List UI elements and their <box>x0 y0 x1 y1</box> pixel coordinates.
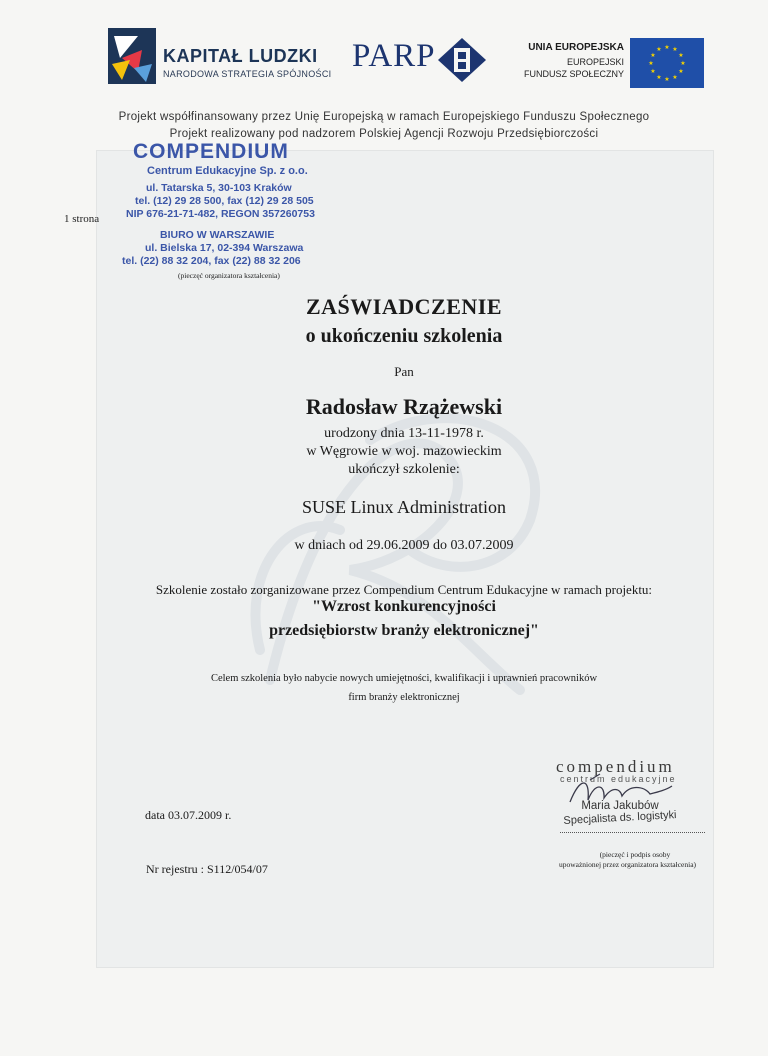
course-dates: w dniach od 29.06.2009 do 03.07.2009 <box>294 538 514 553</box>
stamp-nip-regon: NIP 676-21-71-482, REGON 357260753 <box>126 208 315 220</box>
svg-text:★: ★ <box>650 52 656 59</box>
svg-text:★: ★ <box>664 44 670 51</box>
signer-role: Specjalista ds. logistyki <box>563 809 677 827</box>
svg-text:★: ★ <box>680 60 686 67</box>
birth-date: urodzony dnia 13-11-1978 r. <box>324 426 484 441</box>
signature-caption-line1: (pieczęć i podpis osoby <box>599 850 671 859</box>
svg-text:★: ★ <box>648 60 654 67</box>
parp-logo-icon <box>438 38 486 82</box>
signature-line <box>560 832 705 833</box>
training-aim-line2: firm branży elektronicznej <box>348 692 460 703</box>
svg-text:★: ★ <box>664 76 670 83</box>
course-name: SUSE Linux Administration <box>301 497 506 517</box>
eu-fund-line1: EUROPEJSKI <box>566 57 624 67</box>
kapital-ludzki-subtitle: NARODOWA STRATEGIA SPÓJNOŚCI <box>163 69 332 79</box>
stamp-company-name: COMPENDIUM <box>133 140 289 163</box>
organizer-statement: Szkolenie zostało zorganizowane przez Compendium Centrum Edukacyjne w ramach projektu: <box>155 582 653 597</box>
compendium-logo-sub: centrum edukacyjne <box>560 774 677 784</box>
completed-label: ukończył szkolenie: <box>348 462 460 477</box>
certificate-subtitle: o ukończeniu szkolenia <box>305 325 503 347</box>
svg-text:★: ★ <box>678 68 684 75</box>
parp-logo-text: PARP <box>352 38 436 74</box>
salutation: Pan <box>394 364 414 379</box>
svg-text:★: ★ <box>672 46 678 53</box>
compendium-logo: compendium <box>556 757 675 776</box>
certificate-title: ZAŚWIADCZENIE <box>306 294 502 319</box>
project-title-line2: przedsiębiorstw branży elektronicznej" <box>269 622 539 639</box>
stamp-office-phone: tel. (22) 88 32 204, fax (22) 88 32 206 <box>122 255 301 267</box>
page-count-note: 1 strona <box>64 213 100 225</box>
issue-date: data 03.07.2009 r. <box>145 808 232 822</box>
eu-flag-icon <box>630 38 704 88</box>
training-aim-line1: Celem szkolenia było nabycie nowych umiejętności, kwalifikacji i uprawnień pracowników <box>210 673 598 684</box>
birth-place: w Węgrowie w woj. mazowieckim <box>306 444 502 459</box>
eu-title: UNIA EUROPEJSKA <box>528 42 624 53</box>
register-number: Nr rejestru : S112/054/07 <box>146 862 268 876</box>
signature-caption-line2: upoważnionej przez organizatora kształcenia) <box>558 860 697 869</box>
svg-text:★: ★ <box>650 68 656 75</box>
project-cofinanced-line: Projekt współfinansowany przez Unię Europejską w ramach Europejskiego Funduszu Społecznego <box>118 111 650 123</box>
stamp-company-sub: Centrum Edukacyjne Sp. z o.o. <box>147 165 308 177</box>
svg-text:★: ★ <box>656 74 662 81</box>
svg-text:★: ★ <box>656 46 662 53</box>
eu-fund-line2: FUNDUSZ SPOŁECZNY <box>523 69 624 79</box>
svg-text:★: ★ <box>672 74 678 81</box>
kapital-ludzki-logo <box>108 28 156 84</box>
signer-name: Maria Jakubów <box>581 800 659 812</box>
recipient-name: Radosław Rzążewski <box>305 394 503 419</box>
stamp-caption: (pieczęć organizatora kształcenia) <box>178 271 280 280</box>
stamp-phone: tel. (12) 29 28 500, fax (12) 29 28 505 <box>135 195 314 207</box>
svg-text:★: ★ <box>678 52 684 59</box>
stamp-office-address: ul. Bielska 17, 02-394 Warszawa <box>145 242 304 254</box>
stamp-address: ul. Tatarska 5, 30-103 Kraków <box>146 182 292 194</box>
project-supervision-line: Projekt realizowany pod nadzorem Polskiej Agencji Rozwoju Przedsiębiorczości <box>169 128 599 140</box>
stamp-office-title: BIURO W WARSZAWIE <box>160 229 275 241</box>
project-title-line1: "Wzrost konkurencyjności <box>312 598 496 615</box>
kapital-ludzki-title: KAPITAŁ LUDZKI <box>163 46 318 66</box>
